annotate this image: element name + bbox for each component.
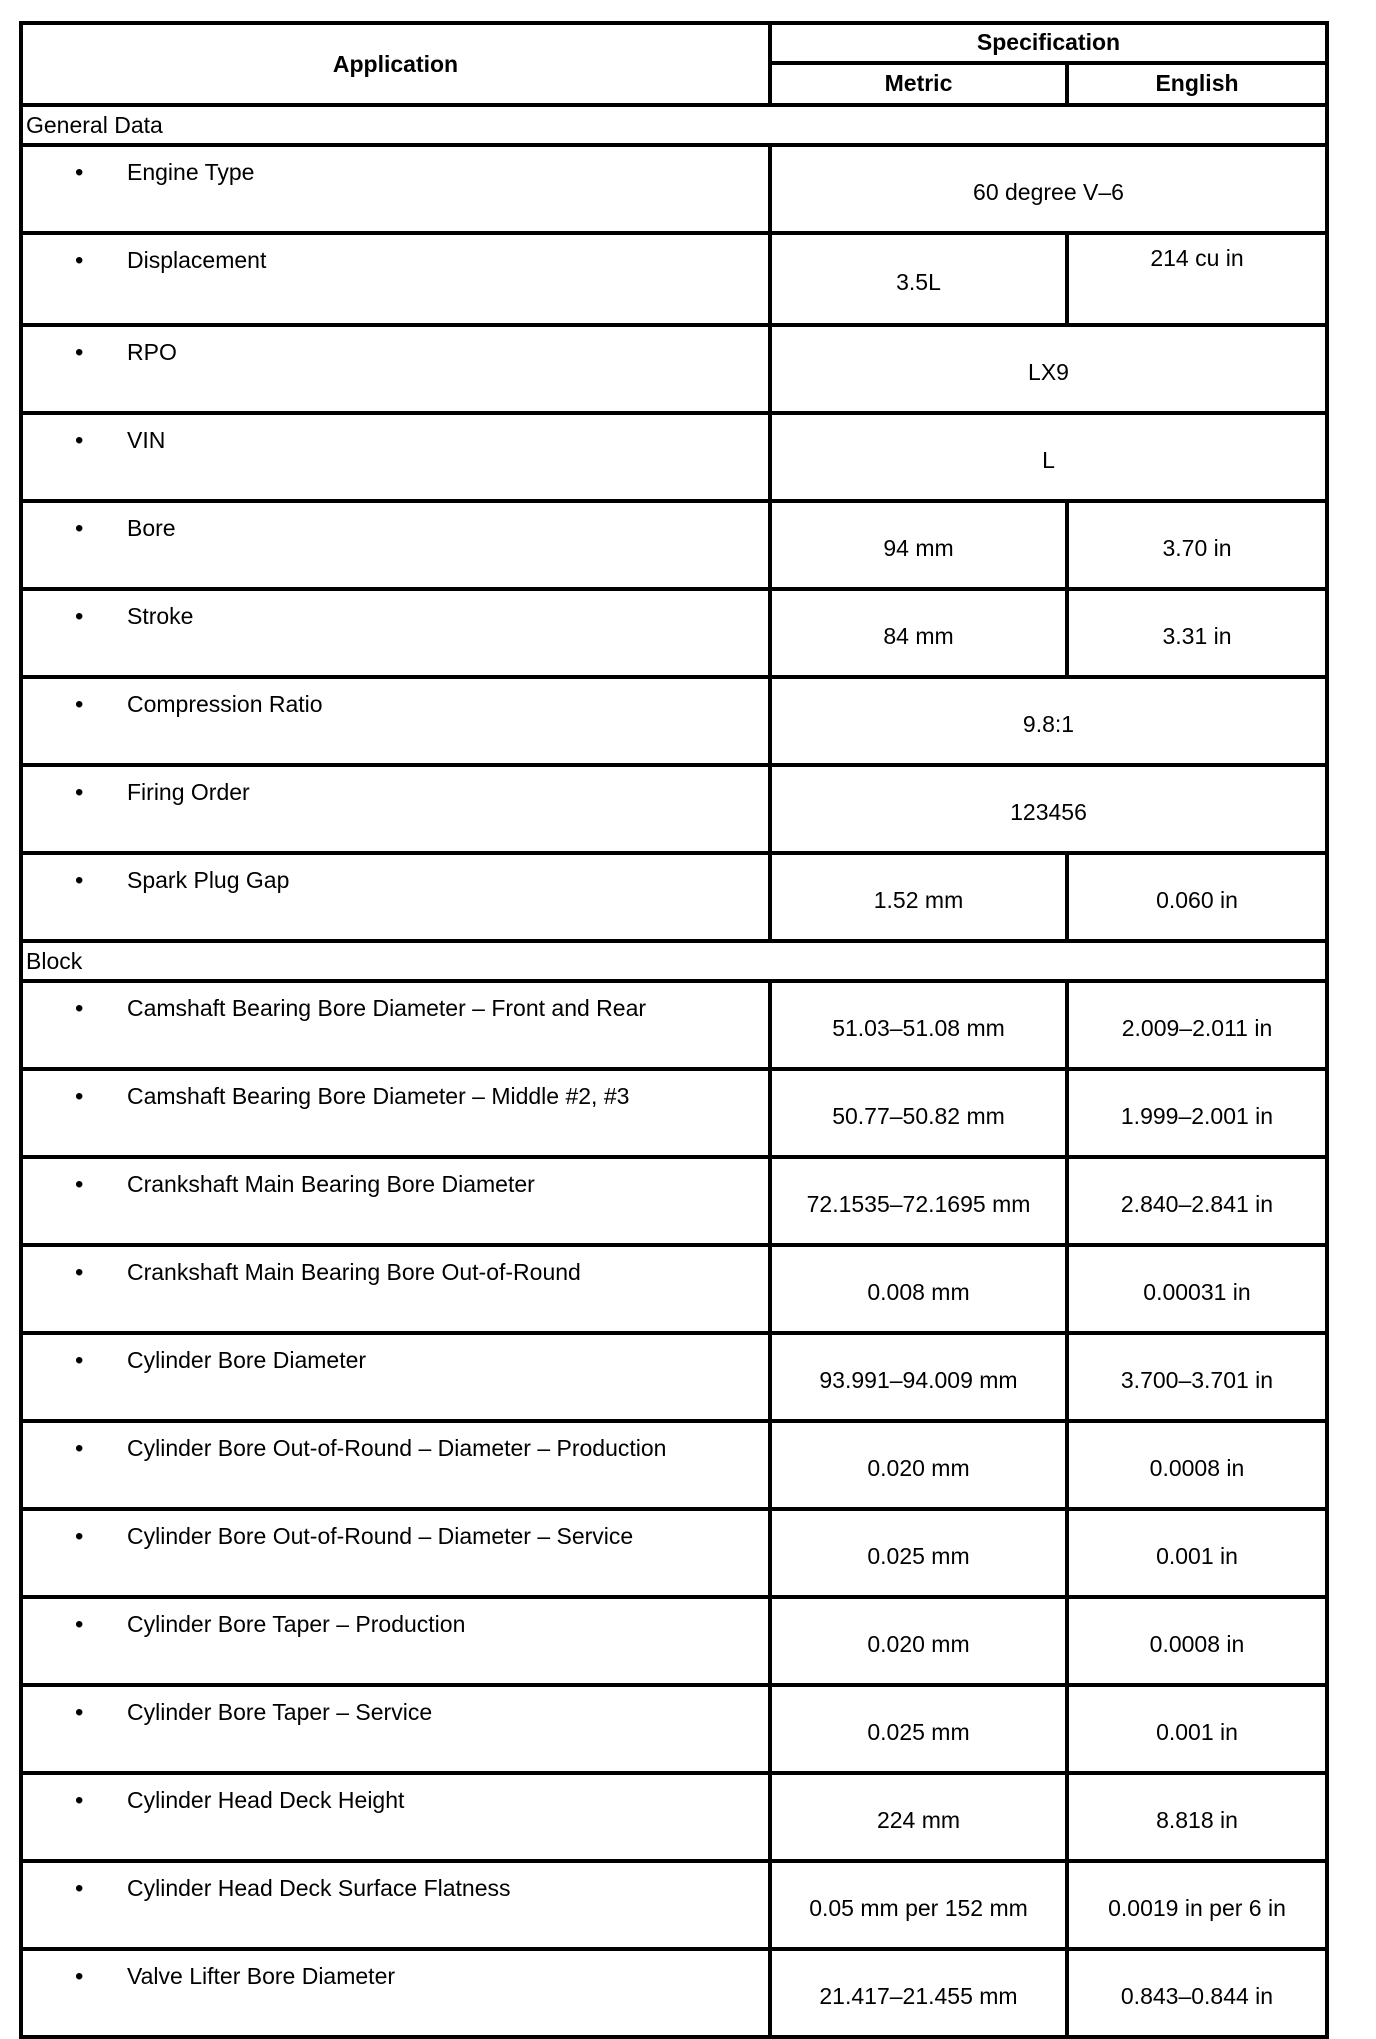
- metric-value-cell: 72.1535–72.1695 mm: [770, 1157, 1067, 1245]
- table-row: [21, 1685, 1327, 1773]
- application-cell: [21, 501, 770, 589]
- table-row: [21, 1421, 1327, 1509]
- metric-value-cell: 21.417–21.455 mm: [770, 1949, 1067, 2037]
- table-row: [21, 1245, 1327, 1333]
- table-row: [21, 765, 1327, 853]
- application-header: Application: [21, 23, 770, 105]
- combined-value-cell: 123456: [770, 765, 1327, 853]
- table-row: [21, 589, 1327, 677]
- table-row: [21, 1861, 1327, 1949]
- bullet-icon: •: [75, 867, 84, 894]
- combined-value-cell: LX9: [770, 325, 1327, 413]
- application-label: Engine Type: [127, 159, 255, 185]
- application-label: Stroke: [127, 603, 194, 629]
- application-label: Displacement: [127, 247, 267, 273]
- application-cell: [21, 1421, 770, 1509]
- bullet-icon: •: [75, 1083, 84, 1110]
- application-label: Cylinder Bore Out-of-Round – Diameter – Service: [127, 1523, 634, 1549]
- table-row: [21, 1509, 1327, 1597]
- application-label: Bore: [127, 515, 176, 541]
- english-value-cell: 0.843–0.844 in: [1067, 1949, 1327, 2037]
- metric-header: Metric: [770, 63, 1067, 105]
- application-cell: [21, 1333, 770, 1421]
- metric-value-cell: 93.991–94.009 mm: [770, 1333, 1067, 1421]
- application-cell: [21, 589, 770, 677]
- application-cell: [21, 413, 770, 501]
- bullet-icon: •: [75, 1435, 84, 1462]
- english-value-cell: 0.0008 in: [1067, 1421, 1327, 1509]
- english-value-cell: 0.001 in: [1067, 1685, 1327, 1773]
- application-label: Spark Plug Gap: [127, 867, 290, 893]
- application-label: Cylinder Bore Taper – Production: [127, 1611, 466, 1637]
- application-cell: [21, 853, 770, 941]
- application-label: Cylinder Bore Out-of-Round – Diameter – Production: [127, 1435, 667, 1461]
- bullet-icon: •: [75, 1259, 84, 1286]
- section-title: General Data: [21, 105, 1327, 145]
- bullet-icon: •: [75, 995, 84, 1022]
- metric-value-cell: 3.5L: [770, 233, 1067, 325]
- application-cell: [21, 981, 770, 1069]
- bullet-icon: •: [75, 427, 84, 454]
- bullet-icon: •: [75, 247, 84, 274]
- bullet-icon: •: [75, 779, 84, 806]
- application-cell: [21, 1509, 770, 1597]
- bullet-icon: •: [75, 1523, 84, 1550]
- section-title: Block: [21, 941, 1327, 981]
- table-row: [21, 1069, 1327, 1157]
- bullet-icon: •: [75, 1347, 84, 1374]
- application-cell: [21, 1069, 770, 1157]
- english-value-cell: 0.060 in: [1067, 853, 1327, 941]
- metric-value-cell: 50.77–50.82 mm: [770, 1069, 1067, 1157]
- english-value-cell: 0.0019 in per 6 in: [1067, 1861, 1327, 1949]
- application-cell: [21, 765, 770, 853]
- application-label: Crankshaft Main Bearing Bore Diameter: [127, 1171, 535, 1197]
- application-label: Camshaft Bearing Bore Diameter – Middle #2, #3: [127, 1083, 630, 1109]
- bullet-icon: •: [75, 691, 84, 718]
- application-label: Valve Lifter Bore Diameter: [127, 1963, 396, 1989]
- table-row: [21, 1333, 1327, 1421]
- metric-value-cell: 0.025 mm: [770, 1509, 1067, 1597]
- english-value-cell: 214 cu in: [1067, 233, 1327, 325]
- table-row: [21, 501, 1327, 589]
- bullet-icon: •: [75, 339, 84, 366]
- english-value-cell: 0.0008 in: [1067, 1597, 1327, 1685]
- bullet-icon: •: [75, 1611, 84, 1638]
- metric-value-cell: 0.020 mm: [770, 1597, 1067, 1685]
- bullet-icon: •: [75, 1699, 84, 1726]
- application-label: Cylinder Bore Diameter: [127, 1347, 367, 1373]
- application-label: Crankshaft Main Bearing Bore Out-of-Round: [127, 1259, 581, 1285]
- bullet-icon: •: [75, 1963, 84, 1990]
- bullet-icon: •: [75, 1787, 84, 1814]
- application-label: Compression Ratio: [127, 691, 323, 717]
- application-cell: [21, 325, 770, 413]
- application-cell: [21, 1597, 770, 1685]
- bullet-icon: •: [75, 515, 84, 542]
- bullet-icon: •: [75, 603, 84, 630]
- bullet-icon: •: [75, 159, 84, 186]
- table-row: [21, 677, 1327, 765]
- english-value-cell: 0.00031 in: [1067, 1245, 1327, 1333]
- table-row: [21, 1949, 1327, 2037]
- combined-value-cell: 9.8:1: [770, 677, 1327, 765]
- metric-value-cell: 94 mm: [770, 501, 1067, 589]
- table-row: [21, 1157, 1327, 1245]
- english-value-cell: 3.31 in: [1067, 589, 1327, 677]
- section-row: [21, 941, 1327, 981]
- combined-value-cell: 60 degree V–6: [770, 145, 1327, 233]
- english-value-cell: 0.001 in: [1067, 1509, 1327, 1597]
- table-row: [21, 413, 1327, 501]
- application-cell: [21, 1685, 770, 1773]
- application-cell: [21, 677, 770, 765]
- table-row: [21, 853, 1327, 941]
- bullet-icon: •: [75, 1875, 84, 1902]
- metric-value-cell: 224 mm: [770, 1773, 1067, 1861]
- english-value-cell: 3.70 in: [1067, 501, 1327, 589]
- bullet-icon: •: [75, 1171, 84, 1198]
- metric-value-cell: 84 mm: [770, 589, 1067, 677]
- application-cell: [21, 1949, 770, 2037]
- metric-value-cell: 51.03–51.08 mm: [770, 981, 1067, 1069]
- application-cell: [21, 145, 770, 233]
- english-value-cell: 2.840–2.841 in: [1067, 1157, 1327, 1245]
- application-cell: [21, 1245, 770, 1333]
- table-row: [21, 981, 1327, 1069]
- english-value-cell: 3.700–3.701 in: [1067, 1333, 1327, 1421]
- application-label: Firing Order: [127, 779, 250, 805]
- application-cell: [21, 1157, 770, 1245]
- table-row: [21, 1773, 1327, 1861]
- metric-value-cell: 0.025 mm: [770, 1685, 1067, 1773]
- metric-value-cell: 0.05 mm per 152 mm: [770, 1861, 1067, 1949]
- table-row: [21, 325, 1327, 413]
- application-cell: [21, 1773, 770, 1861]
- application-cell: [21, 1861, 770, 1949]
- metric-value-cell: 0.008 mm: [770, 1245, 1067, 1333]
- application-label: Cylinder Bore Taper – Service: [127, 1699, 433, 1725]
- table-row: [21, 1597, 1327, 1685]
- metric-value-cell: 1.52 mm: [770, 853, 1067, 941]
- application-label: Cylinder Head Deck Surface Flatness: [127, 1875, 511, 1901]
- combined-value-cell: L: [770, 413, 1327, 501]
- metric-value-cell: 0.020 mm: [770, 1421, 1067, 1509]
- english-value-cell: 1.999–2.001 in: [1067, 1069, 1327, 1157]
- table-row: [21, 233, 1327, 325]
- application-label: Cylinder Head Deck Height: [127, 1787, 405, 1813]
- english-header: English: [1067, 63, 1327, 105]
- application-cell: [21, 233, 770, 325]
- specification-header: Specification: [770, 23, 1327, 63]
- specification-table: [19, 21, 1329, 2039]
- table-row: [21, 145, 1327, 233]
- application-label: VIN: [127, 427, 166, 453]
- english-value-cell: 8.818 in: [1067, 1773, 1327, 1861]
- english-value-cell: 2.009–2.011 in: [1067, 981, 1327, 1069]
- section-row: [21, 105, 1327, 145]
- application-label: Camshaft Bearing Bore Diameter – Front and Rear: [127, 995, 647, 1021]
- application-label: RPO: [127, 339, 177, 365]
